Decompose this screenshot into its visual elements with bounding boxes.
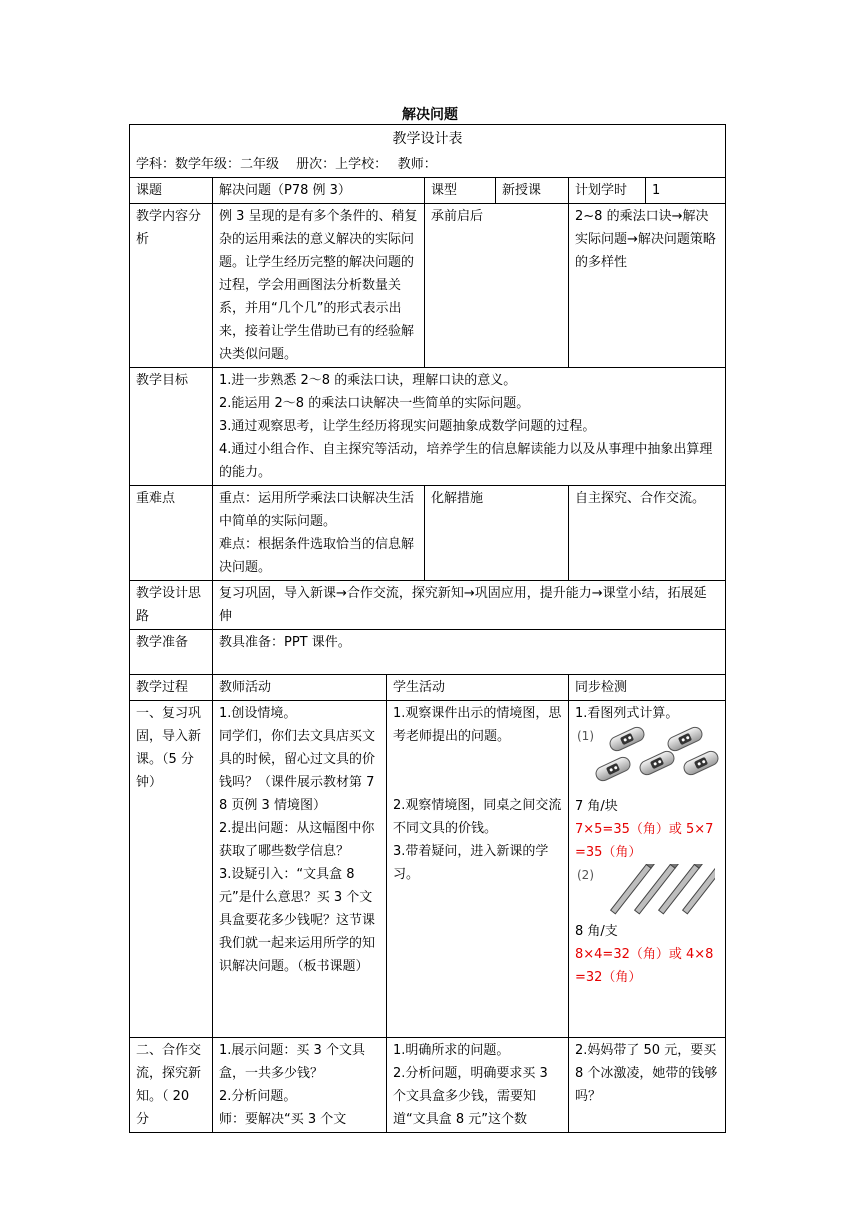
stage2-check: 2.妈妈带了 50 元，要买 8 个冰激凌，她带的钱够吗？ bbox=[569, 1038, 726, 1133]
process-header-student: 学生活动 bbox=[387, 675, 569, 701]
stage1-teacher bbox=[213, 701, 387, 1038]
stage2-teacher bbox=[213, 1038, 387, 1133]
teacher-step: 2.分析问题。 bbox=[219, 1089, 297, 1104]
goals-label: 教学目标 bbox=[130, 368, 213, 486]
teacher-step: 1.展示问题：买 3 个文具盒，一共多少钱？ bbox=[219, 1043, 365, 1081]
process-header-teacher: 教师活动 bbox=[213, 675, 387, 701]
type-label: 课型 bbox=[425, 178, 496, 204]
stage2-label: 二、合作交流，探究新知。（ 20 分 bbox=[130, 1038, 213, 1133]
key-content bbox=[213, 486, 425, 581]
prep-text: 教具准备：PPT 课件。 bbox=[213, 630, 726, 675]
hours-label: 计划学时 bbox=[569, 178, 646, 204]
key-point: 重点：运用所学乘法口诀解决生活中简单的实际问题。 bbox=[219, 491, 415, 529]
lesson-design-table bbox=[129, 124, 726, 1133]
process-header-check: 同步检测 bbox=[569, 675, 726, 701]
document-title: 解决问题 bbox=[402, 107, 458, 123]
check-title: 1.看图列式计算。 bbox=[575, 706, 679, 721]
table-title: 教学设计表 bbox=[130, 125, 726, 153]
key-row bbox=[130, 486, 726, 581]
hours-value: 1 bbox=[646, 178, 726, 204]
design-text: 复习巩固，导入新课→合作交流，探究新知→巩固应用，提升能力→课堂小结，拓展延伸 bbox=[213, 581, 726, 630]
stage1-label: 一、复习巩固，导入新课。（5 分钟） bbox=[130, 701, 213, 1038]
student-step: 2.观察情境图，同桌之间交流不同文具的价钱。 bbox=[393, 798, 562, 836]
design-label: 教学设计思路 bbox=[130, 581, 213, 630]
teacher-step: 2.提出问题：从这幅图中你获取了哪些数学信息？ bbox=[219, 821, 375, 859]
spacer bbox=[393, 748, 562, 794]
figure-label-1: (1) bbox=[577, 729, 594, 743]
student-step: 2.分析问题，明确要求买 3 个文具盒多少钱，需要知道“文具盒 8 元”这个数 bbox=[393, 1066, 548, 1127]
student-step: 3.带着疑问，进入新课的学习。 bbox=[393, 844, 549, 882]
stage2-student bbox=[387, 1038, 569, 1133]
pencil-figure bbox=[575, 864, 719, 920]
design-row bbox=[130, 581, 726, 630]
analysis-row bbox=[130, 204, 726, 368]
topic-label: 课题 bbox=[130, 178, 213, 204]
pencil-icon-group bbox=[595, 864, 715, 920]
goal-item: 2.能运用 2～8 的乘法口诀解决一些简单的实际问题。 bbox=[219, 396, 530, 411]
link-label: 承前启后 bbox=[425, 204, 569, 368]
stage1-check bbox=[569, 701, 726, 1038]
answer-2: 8×4=32（角）或 4×8=32（角） bbox=[575, 947, 714, 985]
student-step: 1.观察课件出示的情境图，思考老师提出的问题。 bbox=[393, 706, 562, 744]
teacher-step: 3.设疑引入：“文具盒 8 元”是什么意思？买 3 个文具盒要花多少钱呢？这节课我们就一起来运用所学的知识解决问题。（板书课题） bbox=[219, 867, 376, 974]
teacher-step: 1.创设情境。 bbox=[219, 706, 297, 721]
figure-label-2: (2) bbox=[577, 868, 594, 882]
goal-item: 3.通过观察思考，让学生经历将现实问题抽象成数学问题的过程。 bbox=[219, 419, 596, 434]
stage2-row bbox=[130, 1038, 726, 1133]
goal-item: 1.进一步熟悉 2～8 的乘法口诀，理解口诀的意义。 bbox=[219, 373, 517, 388]
price-label-2: 8 角/支 bbox=[575, 924, 618, 939]
table-title-row bbox=[130, 125, 726, 153]
price-label-1: 7 角/块 bbox=[575, 799, 618, 814]
goals-row bbox=[130, 368, 726, 486]
measure-label: 化解措施 bbox=[425, 486, 569, 581]
prep-row bbox=[130, 630, 726, 675]
student-step: 1.明确所求的问题。 bbox=[393, 1043, 510, 1058]
process-header-row bbox=[130, 675, 726, 701]
eraser-figure bbox=[575, 725, 719, 795]
link-text: 2~8 的乘法口诀→解决实际问题→解决问题策略的多样性 bbox=[569, 204, 726, 368]
topic-row bbox=[130, 178, 726, 204]
stage1-student bbox=[387, 701, 569, 1038]
teacher-step: 师：要解决“买 3 个文 bbox=[219, 1112, 347, 1127]
prep-label: 教学准备 bbox=[130, 630, 213, 675]
stage1-row bbox=[130, 701, 726, 1038]
answer-1: 7×5=35（角）或 5×7=35（角） bbox=[575, 822, 714, 860]
teacher-step: 同学们，你们去文具店买文具的时候，留心过文具的价钱吗？（课件展示教材第 78 页例 3 情境图） bbox=[219, 729, 376, 813]
difficulty-point: 难点：根据条件选取恰当的信息解决问题。 bbox=[219, 537, 415, 575]
key-label: 重难点 bbox=[130, 486, 213, 581]
eraser-icon-group bbox=[595, 725, 725, 795]
type-value: 新授课 bbox=[496, 178, 569, 204]
info-row bbox=[130, 152, 726, 178]
info-line: 学科：数学年级：二年级 册次：上学校： 教师： bbox=[130, 152, 726, 178]
process-header-stage: 教学过程 bbox=[130, 675, 213, 701]
goal-item: 4.通过小组合作、自主探究等活动，培养学生的信息解读能力以及从事理中抽象出算理的能力。 bbox=[219, 442, 713, 480]
goals-list bbox=[213, 368, 726, 486]
analysis-label: 教学内容分析 bbox=[130, 204, 213, 368]
measure-text: 自主探究、合作交流。 bbox=[569, 486, 726, 581]
topic-value: 解决问题（P78 例 3） bbox=[213, 178, 425, 204]
analysis-text: 例 3 呈现的是有多个条件的、稍复杂的运用乘法的意义解决的实际问题。让学生经历完整的解决问题的过程，学会用画图法分析数量关系，并用“几个几”的形式表示出来，接着让学生借助已有的经验解决类似问题。 bbox=[213, 204, 425, 368]
